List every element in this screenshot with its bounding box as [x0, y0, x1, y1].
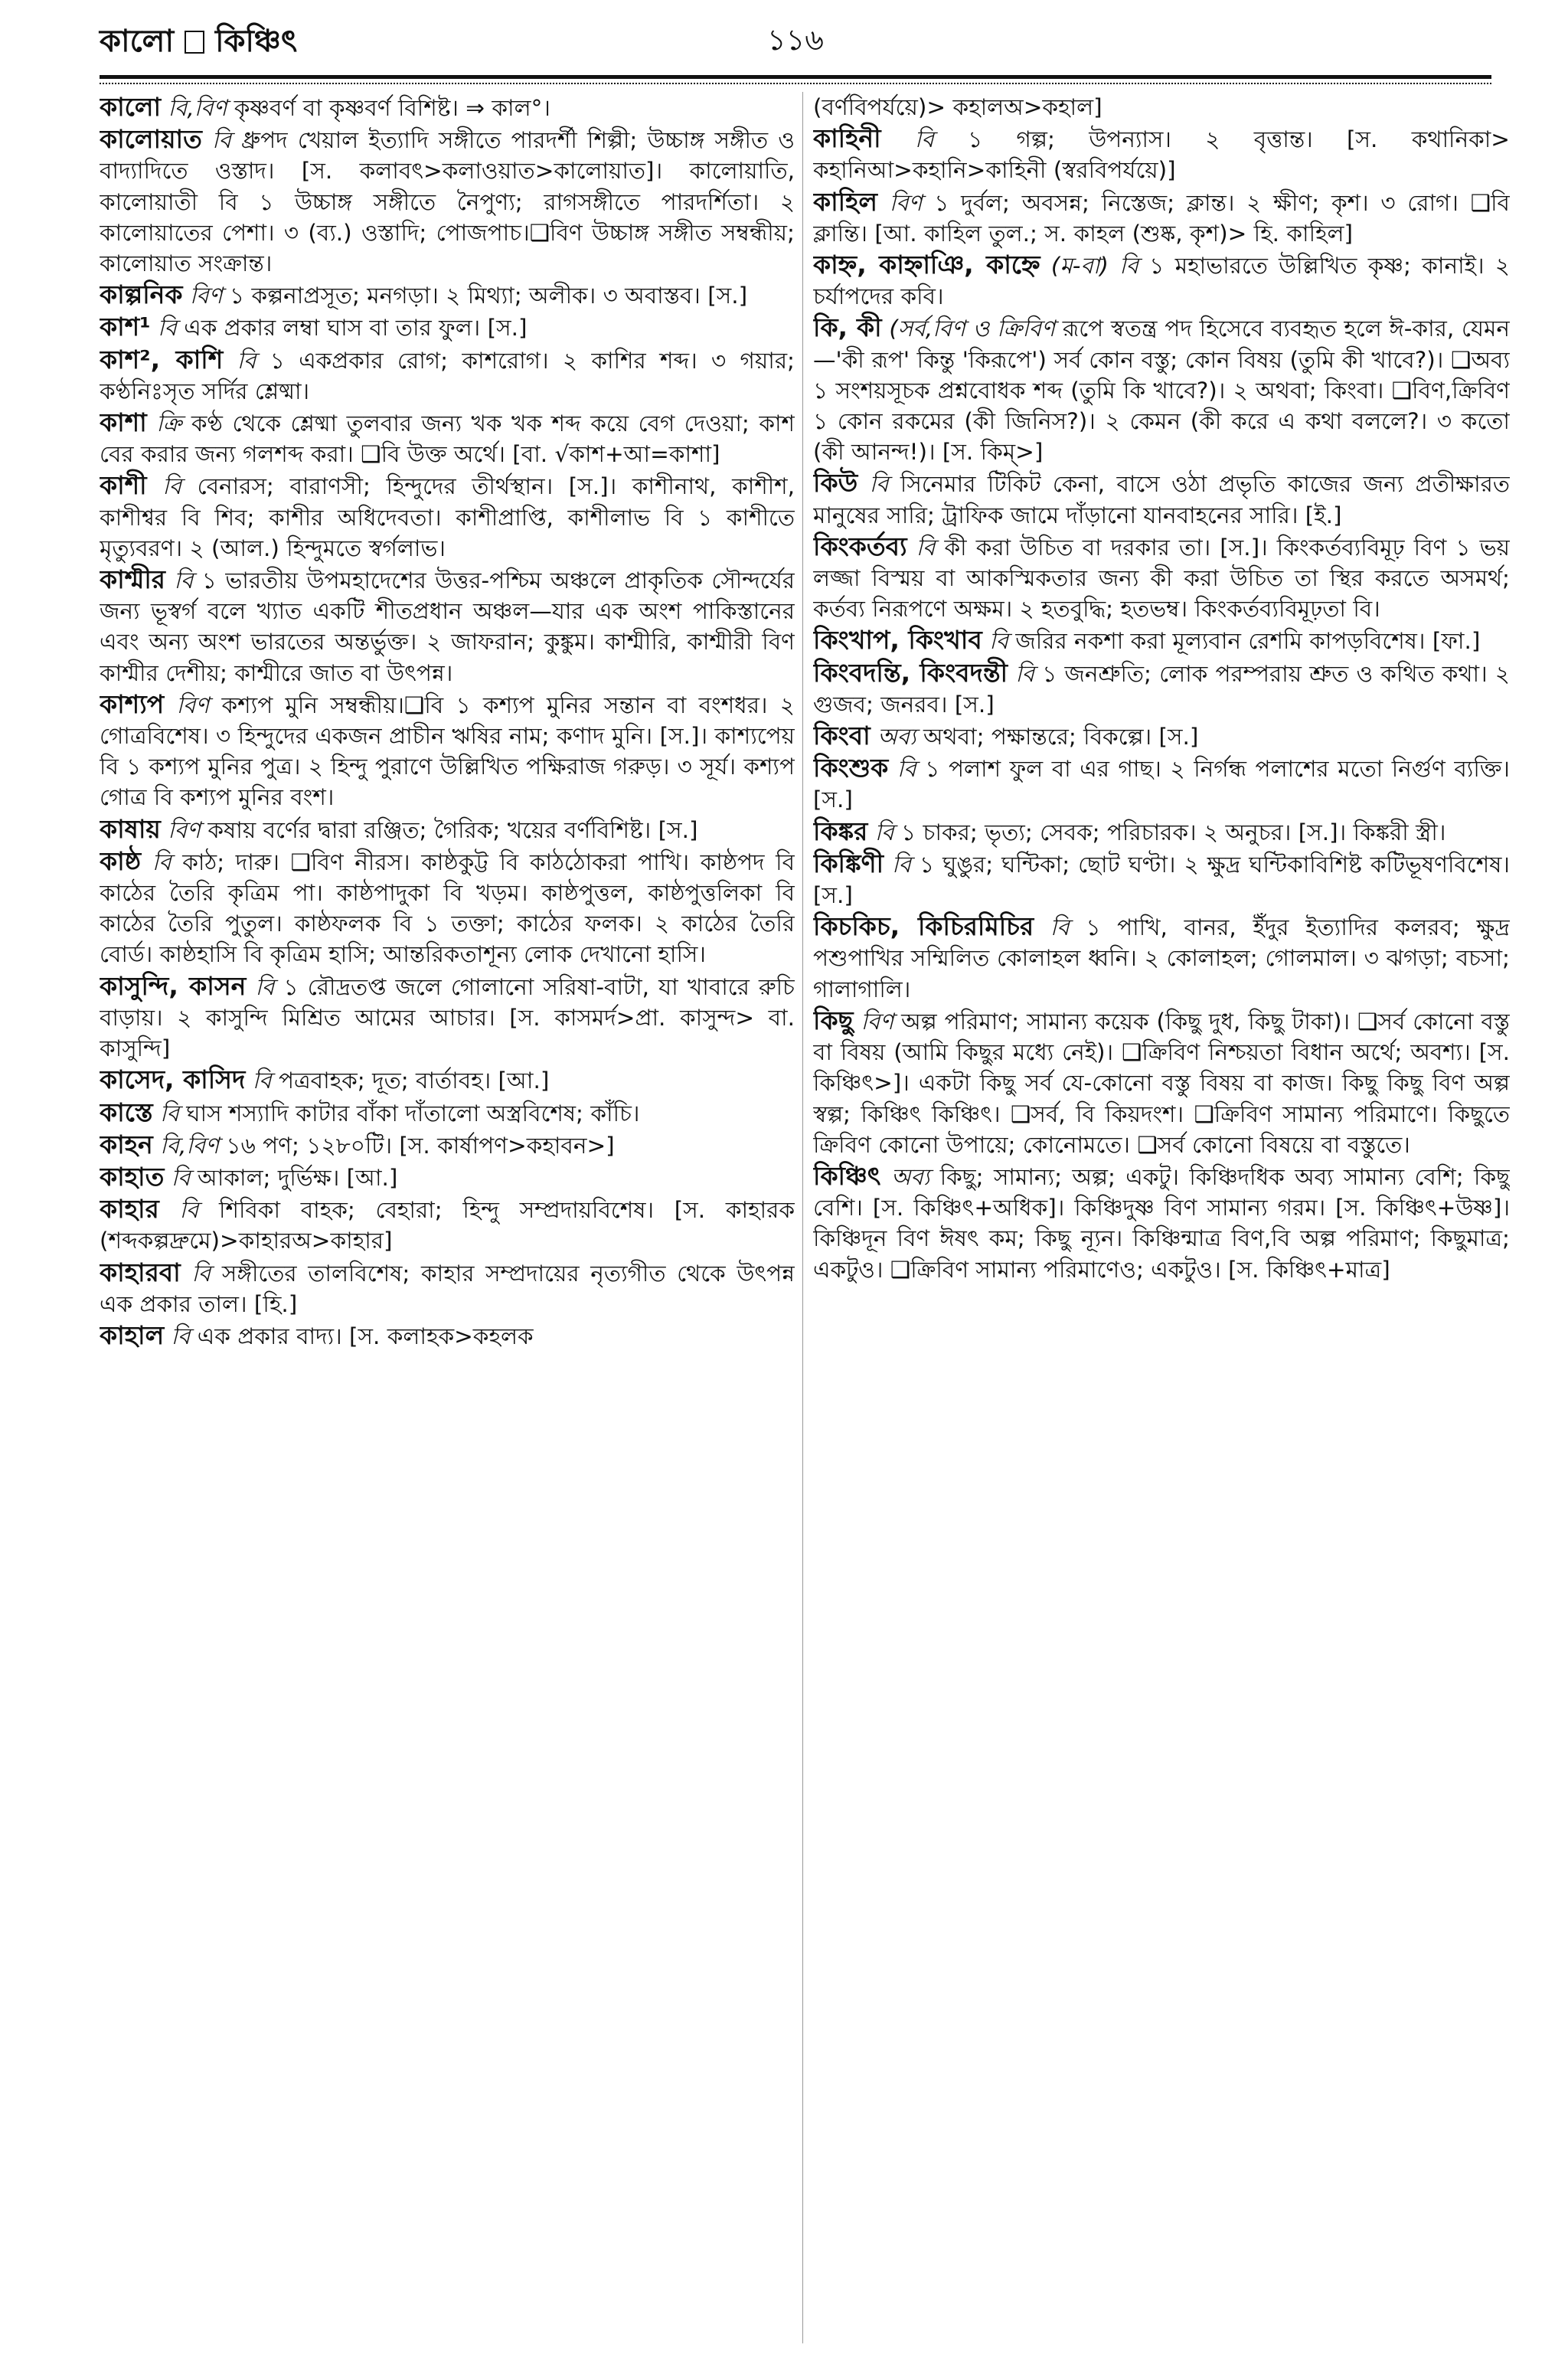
part-of-speech: অব্য [877, 724, 916, 750]
part-of-speech: বি [874, 819, 894, 845]
headword: কাষ্ঠ [100, 845, 142, 876]
definition: রূপে স্বতন্ত্র পদ হিসেবে ব্যবহৃত হলে ঈ-কার, যেমন—'কী রূপ' কিন্তু 'কিরূপে') সর্ব কোন বস্তু; কোন বিষয় (তুমি কী খাবে?)। ❑অব্য ১ সংশয়সূচক প্রশ্নবোধক শব্দ (তুমি কি খাবে?)। ২ অথবা; কিংবা। ❑বিণ,ক্রিবিণ ১ কোন রকমের (কী জিনিস?)। ২ কেমন (কী করে এ কথা বললে?। ৩ কতো (কী আনন্দ!)। [স. কিম্>] [813, 316, 1510, 466]
headword: কিছু [813, 1005, 854, 1035]
guide-words [100, 17, 297, 68]
dictionary-entry [100, 1130, 795, 1161]
definition: অথবা; পক্ষান্তরে; বিকল্পে। [স.] [923, 724, 1199, 750]
part-of-speech: বি [989, 628, 1008, 655]
headword: কাহন [100, 1129, 153, 1159]
dictionary-entry [813, 1161, 1510, 1285]
definition: ১ দুর্বল; অবসন্ন; নিস্তেজ; ক্লান্ত। ২ ক্ষীণ; কৃশ। ৩ রোগ। ❑বি ক্লান্তি। [আ. কাহিল তুল.; স. কাহল (শুষ্ক, কৃশ)> হি. কাহিল] [813, 189, 1510, 247]
headword: কালো [100, 92, 162, 122]
part-of-speech: বি [160, 1100, 179, 1127]
dictionary-entry [813, 658, 1510, 720]
definition: কৃষ্ণবর্ণ বা কৃষ্ণবর্ণ বিশিষ্ট। ⇒ কাল°। [234, 95, 550, 121]
definition: ১ মহাভারতে উল্লিখিত কৃষ্ণ; কানাই। ২ চর্যাপদের কবি। [813, 253, 1510, 310]
definition: ১ একপ্রকার রোগ; কাশরোগ। ২ কাশির শব্দ। ৩ গয়ার; কণ্ঠনিঃসৃত সর্দির শ্লেষ্মা। [100, 347, 795, 404]
part-of-speech: বি [869, 471, 889, 498]
headword: কিউ [813, 468, 858, 499]
headword: কিঙ্কর [813, 816, 868, 846]
part-of-speech: অব্য [890, 1163, 930, 1190]
dictionary-entry [813, 92, 1510, 123]
part-of-speech: বি [255, 973, 275, 1000]
definition: কী করা উচিত বা দরকার তা। [স.]। কিংকর্তব্যবিমূঢ় বিণ ১ ভয় লজ্জা বিস্ময় বা আকস্মিকতার জন্য কী করা উচিত তা স্থির করতে অসমর্থ; কর্তব্য নিরূপণে অক্ষম। ২ হতবুদ্ধি; হতভম্ব। কিংকর্তব্যবিমূঢ়তা বি। [813, 534, 1510, 623]
dictionary-entry [100, 1064, 795, 1096]
dictionary-entry [813, 1006, 1510, 1160]
definition: অল্প পরিমাণ; সামান্য কয়েক (কিছু দুধ, কিছু টাকা)। ❑সর্ব কোনো বস্তু বা বিষয় (আমি কিছুর মধ্যে নেই)। ❑ক্রিবিণ নিশ্চয়তা বিধান অর্থে; অবশ্য। [স. কিঞ্চিৎ>]। একটা কিছু সর্ব যে-কোনো বস্তু বিষয় বা কাজ। কিছু কিছু বিণ অল্প স্বল্প; কিঞ্চিৎ কিঞ্চিৎ। ❑সর্ব, বি কিয়দংশ। ❑ক্রিবিণ সামান্য পরিমাণে। কিছুতে ক্রিবিণ কোনো উপায়ে; কোনোমতে। ❑সর্ব কোনো বিষয়ে বা বস্তুতে। [813, 1008, 1510, 1158]
definition: সিনেমার টিকিট কেনা, বাসে ওঠা প্রভৃতি কাজের জন্য প্রতীক্ষারত মানুষের সারি; ট্রাফিক জামে দাঁড়ানো যানবাহনের সারি। [ই.] [813, 471, 1510, 528]
dictionary-entry [100, 1162, 795, 1193]
headword: কাহ্ন, কাহ্নাঞি, কাহ্নে [813, 250, 1040, 280]
definition: ধ্রুপদ খেয়াল ইত্যাদি সঙ্গীতে পারদর্শী শিল্পী; উচ্চাঙ্গ সঙ্গীত ও বাদ্যাদিতে ওস্তাদ। [স. কলাবৎ>কলাওয়াত>কালোয়াত]। কালোয়াতি, কালোয়াতী বি ১ উচ্চাঙ্গ সঙ্গীতে নৈপুণ্য; রাগসঙ্গীতে পারদর্শিতা। ২ কালোয়াতের পেশা। ৩ (ব্য.) ওস্তাদি; পোজপাচ।❑বিণ উচ্চাঙ্গ সঙ্গীত সম্বন্ধীয়; কালোয়াত সংক্রান্ত। [100, 127, 795, 277]
part-of-speech: বি,বিণ [160, 1132, 220, 1159]
part-of-speech: বি [179, 1197, 199, 1224]
dictionary-entry [100, 1257, 795, 1319]
dictionary-entry [100, 1097, 795, 1129]
definition: ঘাস শস্যাদি কাটার বাঁকা দাঁতালো অস্ত্রবিশেষ; কাঁচি। [186, 1100, 640, 1127]
definition: ১ গল্প; উপন্যাস। ২ বৃত্তান্ত। [স. কথানিকা> কহানিআ>কহানি>কাহিনী (স্বরবিপর্যয়ে)] [813, 126, 1510, 184]
definition: আকাল; দুর্ভিক্ষ। [আ.] [197, 1164, 398, 1191]
part-of-speech: বি [152, 849, 172, 875]
definition: ১ চাকর; ভৃত্য; সেবক; পরিচারক। ২ অনুচর। [স.]। কিঙ্করী স্ত্রী। [900, 819, 1446, 845]
header-rule [100, 75, 1491, 79]
part-of-speech: বি [174, 567, 194, 594]
dictionary-entry [100, 1320, 795, 1352]
headword: কিংবা [813, 721, 871, 751]
dictionary-entry [100, 689, 795, 813]
headword: কাশা [100, 407, 147, 438]
headword: কাহাত [100, 1161, 165, 1192]
column-divider [802, 92, 803, 2343]
headword: কাহিল [813, 186, 878, 217]
headword: কাহার [100, 1194, 159, 1225]
definition: ১৬ পণ; ১২৮০টি। [স. কার্ষাপণ>কহাবন>] [226, 1132, 615, 1159]
part-of-speech: বি [916, 534, 936, 561]
headword: কিংবদন্তি, কিংবদন্তী [813, 657, 1008, 688]
part-of-speech: বি [914, 126, 934, 153]
dictionary-entry [100, 564, 795, 688]
part-of-speech: বি [892, 851, 911, 878]
definition: এক প্রকার বাদ্য। [স. কলাহক>কহলক [197, 1323, 534, 1349]
headword: কাসুন্দি, কাসন [100, 970, 247, 1001]
page-number: ১১৬ [766, 23, 825, 57]
dictionary-entry [813, 849, 1510, 911]
part-of-speech: বি [171, 1164, 191, 1191]
dictionary-entry [100, 92, 795, 123]
dictionary-entry [100, 407, 795, 469]
definition: জরির নকশা করা মূল্যবান রেশমি কাপড়বিশেষ। [ফা.] [1015, 628, 1481, 655]
dictionary-entry [813, 187, 1510, 249]
part-of-speech: বিণ [168, 816, 201, 843]
definition: কশ্যপ মুনি সম্বন্ধীয়।❑বি ১ কশ্যপ মুনির সন্তান বা বংশধর। ২ গোত্রবিশেষ। ৩ হিন্দুদের একজন প্রাচীন ঋষির নাম; কণাদ মুনি। [স.]। কাশ্যপেয় বি ১ কশ্যপ মুনির পুত্র। ২ হিন্দু পুরাণে উল্লিখিত পক্ষিরাজ গরুড়। ৩ সূর্য। কশ্যপ গোত্র বি কশ্যপ মুনির বংশ। [100, 692, 795, 811]
right-column [813, 92, 1510, 2351]
part-of-speech: বিণ [176, 692, 210, 718]
dictionary-entry [100, 1194, 795, 1256]
dictionary-entry [813, 625, 1510, 656]
dictionary-entry [813, 911, 1510, 1005]
dictionary-entry [813, 816, 1510, 848]
header-rule-dotted [100, 83, 1491, 84]
part-of-speech: বি [237, 347, 256, 374]
dictionary-entry [100, 846, 795, 970]
headword: কিচকিচ, কিচিরমিচির [813, 911, 1034, 942]
definition: ১ রৌদ্রতপ্ত জলে গোলানো সরিষা-বাটা, যা খাবারে রুচি বাড়ায়। ২ কাসুন্দি মিশ্রিত আমের আচার। [স. কাসমর্দ>প্রা. কাসুন্দ> বা. কাসুন্দি] [100, 973, 795, 1062]
headword: কাষায় [100, 813, 161, 844]
headword: কাশী [100, 470, 147, 501]
definition: কণ্ঠ থেকে শ্লেষ্মা তুলবার জন্য খক খক শব্দ কয়ে বেগ দেওয়া; কাশ বের করার জন্য গলশব্দ করা। ❑বি উক্ত অর্থে। [বা. √কাশ+আ=কাশা] [100, 410, 795, 468]
definition: কষায় বর্ণের দ্বারা রঞ্জিত; গৈরিক; খয়ের বর্ণবিশিষ্ট। [স.] [207, 816, 698, 843]
dictionary-entry [100, 814, 795, 845]
definition: ১ কল্পনাপ্রসূত; মনগড়া। ২ মিথ্যা; অলীক। ৩ অবাস্তব। [স.] [229, 283, 748, 309]
headword: কিংখাপ, কিংখাব [813, 625, 982, 656]
part-of-speech: বি [171, 1323, 191, 1349]
definition: শিবিকা বাহক; বেহারা; হিন্দু সম্প্রদায়বিশেষ। [স. কাহারক (শব্দকল্পদ্রুমে)>কাহারঅ>কাহার] [100, 1197, 795, 1254]
part-of-speech: বিণ [189, 283, 223, 309]
dictionary-entry [100, 470, 795, 564]
dictionary-entry [100, 280, 795, 311]
part-of-speech: ক্রি [156, 410, 182, 437]
dictionary-entry [813, 721, 1510, 752]
headword: কাহিনী [813, 123, 881, 154]
dictionary-entry [813, 123, 1510, 185]
part-of-speech: বি [252, 1068, 272, 1094]
headword: কাশ্মীর [100, 564, 165, 595]
headword: কিঙ্কিণী [813, 848, 884, 878]
definition: ১ জনশ্রুতি; লোক পরম্পরায় শ্রুত ও কথিত কথা। ২ গুজব; জনরব। [স.] [813, 660, 1510, 718]
definition: বেনারস; বারাণসী; হিন্দুদের তীর্থস্থান। [স.]। কাশীনাথ, কাশীশ, কাশীশ্বর বি শিব; কাশীর অধিদেবতা। কাশীপ্রাপ্তি, কাশীলাভ বি ১ কাশীতে মৃত্যুবরণ। ২ (আল.) হিন্দুমতে স্বর্গলাভ। [100, 473, 795, 561]
definition: কাঠ; দারু। ❑বিণ নীরস। কাষ্ঠকুট্ট বি কাঠঠোকরা পাখি। কাষ্ঠপদ বি কাঠের তৈরি কৃত্রিম পা। কাষ্ঠপাদুকা বি খড়ম। কাষ্ঠপুত্তল, কাষ্ঠপুত্তলিকা বি কাঠের তৈরি পুতুল। কাষ্ঠফলক বি ১ তক্তা; কাঠের ফলক। ২ কাঠের তৈরি বোর্ড। কাষ্ঠহাসি বি কৃত্রিম হাসি; আন্তরিকতাশূন্য লোক দেখানো হাসি। [100, 849, 795, 968]
definition: ১ পলাশ ফুল বা এর গাছ। ২ নির্গন্ধ পলাশের মতো নির্গুণ ব্যক্তি। [স.] [813, 756, 1510, 813]
dictionary-entry [100, 124, 795, 279]
part-of-speech: বিণ [861, 1008, 894, 1035]
definition: (বর্ণবিপর্যয়ে)> কহালঅ>কহাল] [813, 94, 1102, 120]
part-of-speech: বি [1050, 914, 1070, 941]
dictionary-entry [813, 468, 1510, 530]
dictionary-entry [813, 531, 1510, 625]
dictionary-entry [100, 345, 795, 407]
headword: কাস্তে [100, 1097, 153, 1127]
dictionary-entry [813, 312, 1510, 467]
part-of-speech: বি [897, 756, 916, 783]
guide-word-first: কালো [100, 23, 175, 59]
headword: কাশ¹ [100, 312, 151, 342]
part-of-speech: বি [191, 1260, 211, 1287]
dictionary-entry [100, 971, 795, 1064]
headword: কিঞ্চিৎ [813, 1160, 881, 1191]
headword: কালোয়াত [100, 124, 202, 155]
definition: সঙ্গীতের তালবিশেষ; কাহার সম্প্রদায়ের নৃত্যগীত থেকে উৎপন্ন এক প্রকার তাল। [হি.] [100, 1260, 795, 1317]
headword: কি, কী [813, 312, 882, 343]
headword: কিংকর্তব্য [813, 531, 907, 561]
part-of-speech: বি [1015, 660, 1035, 687]
dictionary-entry [100, 312, 795, 343]
dictionary-entry [813, 250, 1510, 312]
headword: কাহাল [100, 1319, 165, 1350]
headword: কাল্পনিক [100, 280, 183, 310]
part-of-speech: বিণ [889, 189, 923, 216]
page-header [100, 17, 1491, 67]
definition: পত্রবাহক; দূত; বার্তাবহ। [আ.] [278, 1068, 550, 1094]
part-of-speech: (সর্ব,বিণ ও ক্রিবিণ [889, 316, 1055, 342]
box-separator-icon [185, 31, 204, 54]
part-of-speech: বি,বিণ [168, 95, 227, 121]
dictionary-entry [813, 753, 1510, 815]
guide-word-last: কিঞ্চিৎ [215, 23, 298, 59]
definition: এক প্রকার লম্বা ঘাস বা তার ফুল। [স.] [184, 315, 528, 342]
headword: কাশ², কাশি [100, 344, 224, 374]
part-of-speech: বি [162, 473, 182, 500]
definition: ১ ঘুঙুর; ঘন্টিকা; ছোট ঘণ্টা। ২ ক্ষুদ্র ঘন্টিকাবিশিষ্ট কটিভূষণবিশেষ। [স.] [813, 851, 1510, 909]
definition: ১ ভারতীয় উপমহাদেশের উত্তর-পশ্চিম অঞ্চলে প্রাকৃতিক সৌন্দর্যের জন্য ভূস্বর্গ বলে খ্যাত একটি শীতপ্রধান অঞ্চল—যার এক অংশ পাকিস্তানের এবং অন্য অংশ ভারতের অন্তর্ভুক্ত। ২ জাফরান; কুঙ্কুম। কাশ্মীরি, কাশ্মীরী বিণ কাশ্মীর দেশীয়; কাশ্মীরে জাত বা উৎপন্ন। [100, 567, 795, 686]
headword: কাহারবা [100, 1257, 181, 1287]
headword: কাশ্যপ [100, 688, 165, 719]
definition: ১ পাখি, বানর, ইঁদুর ইত্যাদির কলরব; ক্ষুদ্র পশুপাখির সম্মিলিত কোলাহল ধ্বনি। ২ কোলাহল; গোলমাল। ৩ ঝগড়া; বচসা; গালাগালি। [813, 914, 1510, 1002]
headword: কিংশুক [813, 753, 889, 783]
definition: কিছু; সামান্য; অল্প; একটু। কিঞ্চিদধিক অব্য সামান্য বেশি; কিছু বেশি। [স. কিঞ্চিৎ+অধিক]। কিঞ্চিদুষ্ণ বিণ সামান্য গরম। [স. কিঞ্চিৎ+উষ্ণ]। কিঞ্চিদূন বিণ ঈষৎ কম; কিছু ন্যূন। কিঞ্চিন্মাত্র বিণ,বি অল্প পরিমাণ; কিছুমাত্র; একটুও। ❑ক্রিবিণ সামান্য পরিমাণেও; একটুও। [স. কিঞ্চিৎ+মাত্র] [813, 1163, 1510, 1283]
part-of-speech: (ম-বা) বি [1050, 253, 1139, 280]
part-of-speech: বি [212, 127, 231, 154]
left-column [100, 92, 795, 2351]
headword: কাসেদ, কাসিদ [100, 1064, 246, 1095]
part-of-speech: বি [158, 315, 177, 342]
